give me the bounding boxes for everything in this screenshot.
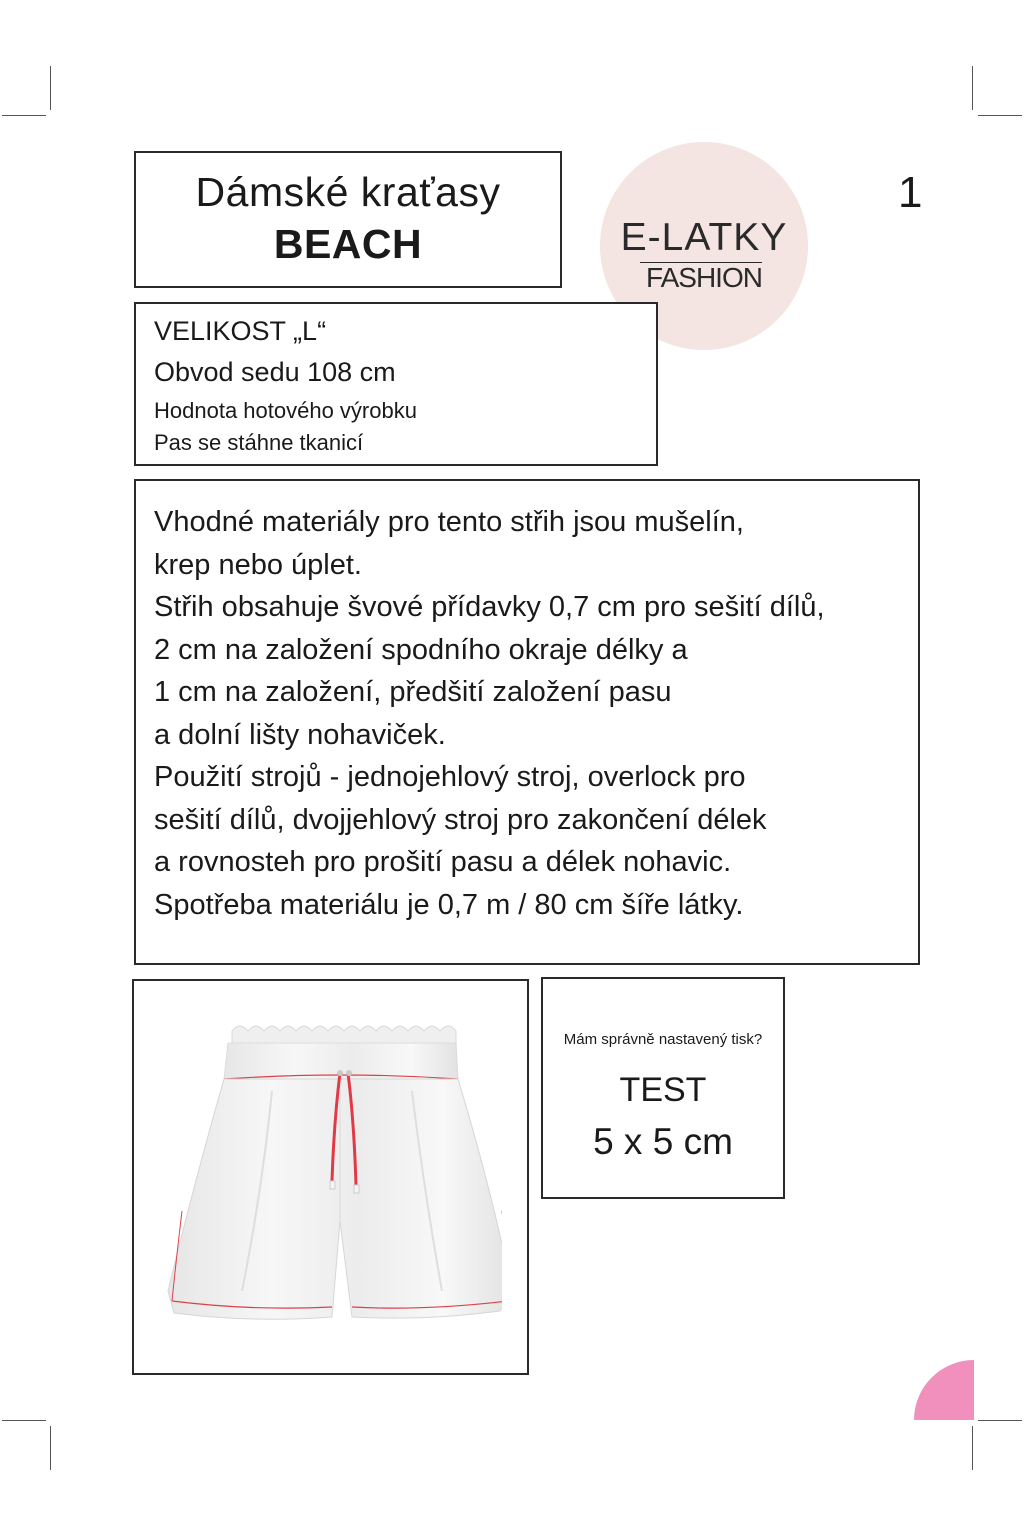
seat-circumference: Obvod sedu 108 cm [154,357,396,387]
logo-subtitle: FASHION [646,262,762,293]
product-title: Dámské kraťasy [195,169,501,215]
description-line: krep nebo úplet. [154,548,362,581]
crop-mark-bottom-left-v [50,1426,51,1470]
description-line: Střih obsahuje švové přídavky 0,7 cm pro sešití dílů, [154,591,825,623]
description-line: a rovnosteh pro prošití pasu a délek nohavic. [154,846,732,878]
logo-brand-name: E-LATKY [620,216,788,259]
crop-mark-top-left-v [50,66,51,110]
crop-mark-bottom-right-h [978,1420,1022,1421]
waist-note: Pas se stáhne tkanicí [154,430,364,455]
print-test-box [541,977,785,1199]
description-box [134,479,920,965]
crop-mark-top-right-h [978,115,1022,116]
product-model-name: BEACH [273,221,423,267]
corner-accent [914,1360,974,1420]
crop-mark-top-left-h [2,115,46,116]
title-box [134,151,562,288]
print-test-question: Mám správně nastavený tisk? [563,1031,763,1048]
description-text [154,501,825,926]
description-line: a dolní lišty nohaviček. [154,718,446,751]
size-info-box [134,302,658,466]
print-test-label: TEST [619,1071,707,1109]
size-label: VELIKOST „L“ [154,316,327,346]
shorts-illustration [162,1021,502,1341]
description-line: Spotřeba materiálu je 0,7 m / 80 cm šíře látky. [154,888,744,921]
product-image-box [132,979,529,1375]
crop-mark-bottom-left-h [2,1420,46,1421]
page-number: 1 [898,168,923,217]
crop-mark-top-right-v [972,66,973,110]
finished-value-note: Hodnota hotového výrobku [154,398,417,423]
description-line: 1 cm na založení, předšití založení pasu [154,676,672,708]
print-test-size: 5 x 5 cm [593,1121,733,1162]
description-line: sešití dílů, dvojjehlový stroj pro zakončení délek [154,803,767,836]
description-line: Použití strojů - jednojehlový stroj, overlock pro [154,761,746,793]
description-line: Vhodné materiály pro tento střih jsou mušelín, [154,506,744,538]
crop-mark-bottom-right-v [972,1426,973,1470]
description-line: 2 cm na založení spodního okraje délky a [154,633,688,666]
